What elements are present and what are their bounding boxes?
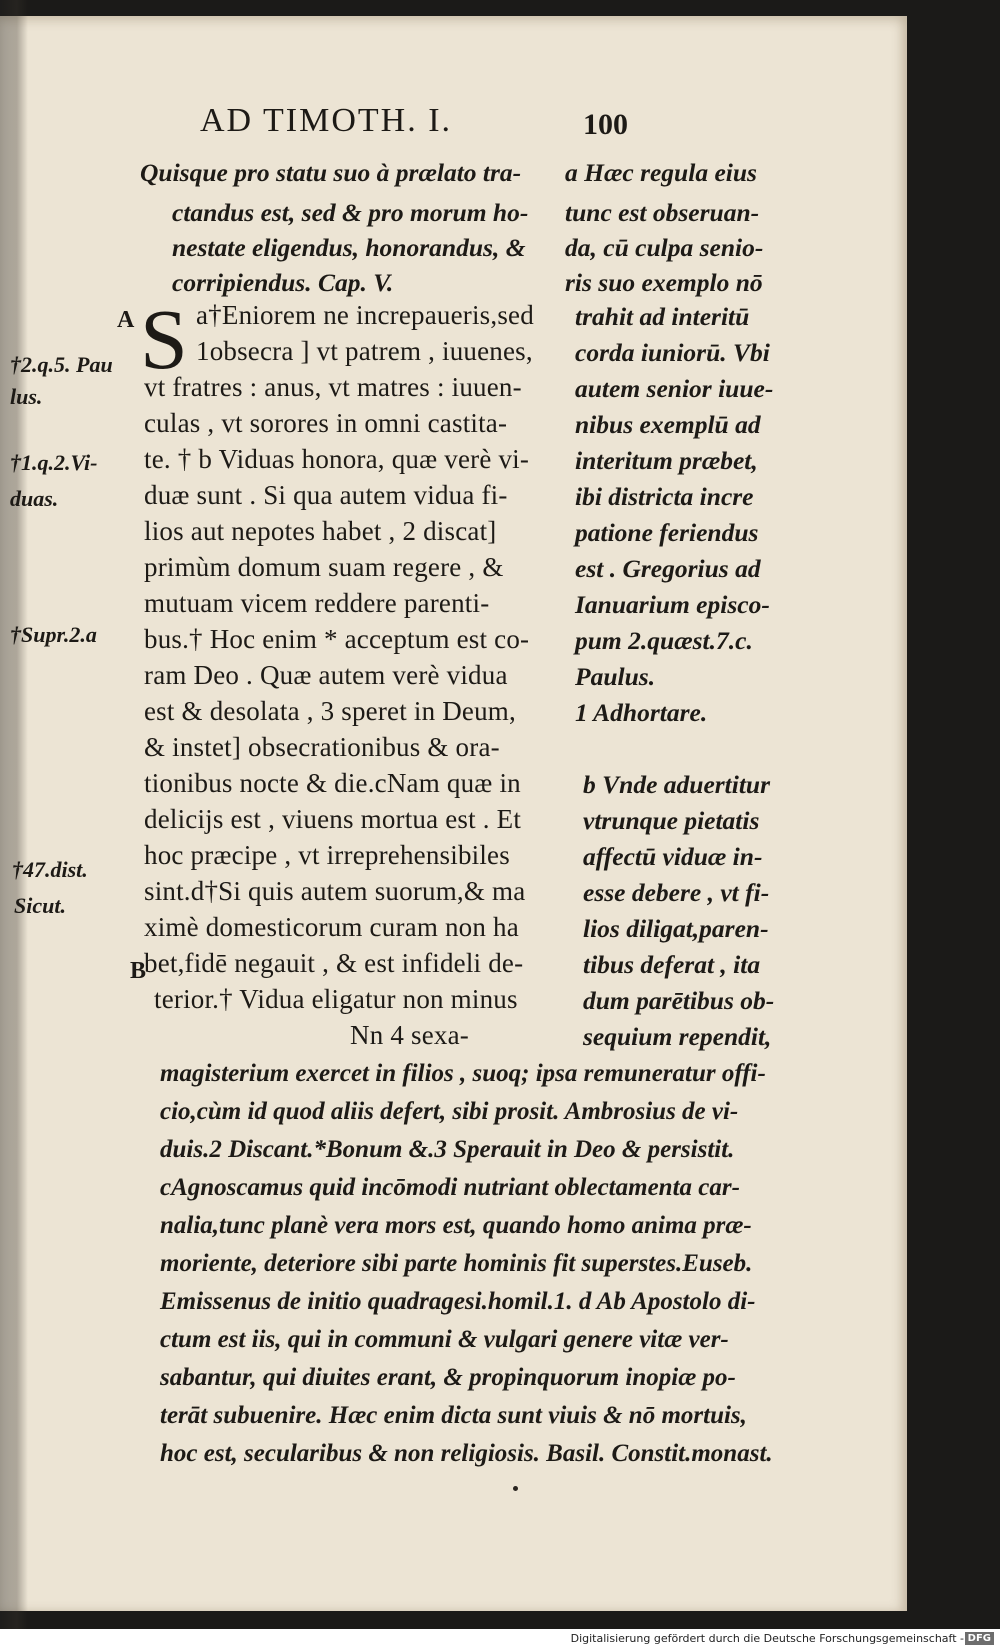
opening-line-3: nestate eligendus, honorandus, & — [172, 233, 526, 262]
opening-line-1: Quisque pro statu suo à prælato tra- — [140, 158, 522, 187]
footnote-line-3: duis.2 Discant.*Bonum &.3 Sperauit in Deo & persistit. — [160, 1136, 735, 1163]
funding-credit: Digitalisierung gefördert durch die Deutsche Forschungsgemeinschaft - — [570, 1632, 964, 1645]
main-line-9: mutuam vicem reddere parenti- — [144, 588, 490, 618]
gloss-line-9: interitum præbet, — [575, 446, 758, 475]
main-line-10: bus.† Hoc enim * acceptum est co- — [144, 624, 530, 654]
gloss-line-5: trahit ad interitū — [575, 302, 750, 331]
main-line-3: vt fratres : anus, vt matres : iuuen- — [144, 372, 522, 402]
margin-note-2-line-2: duas. — [10, 486, 59, 511]
footnote-line-4: cAgnoscamus quid incōmodi nutriant oblectamenta car- — [160, 1174, 740, 1201]
main-line-20: terior.† Vidua eligatur non minus — [154, 984, 518, 1014]
margin-note-3: †Supr.2.a — [10, 622, 97, 647]
footnote-line-8: ctum est iis, qui in communi & vulgari genere vitæ ver- — [160, 1326, 729, 1353]
main-line-17: sint.d†Si quis autem suorum,& ma — [144, 876, 526, 906]
gloss-line-25: sequium rependit, — [583, 1022, 772, 1051]
main-line-7: lios aut nepotes habet , 2 discat] — [144, 516, 497, 546]
main-line-4: culas , vt sorores in omni castita- — [144, 408, 508, 438]
gloss-line-6: corda iuniorū. Vbi — [575, 338, 770, 367]
main-line-6: duæ sunt . Si qua autem vidua fi- — [144, 480, 508, 510]
main-line-16: hoc præcipe , vt irreprehensibiles — [144, 840, 510, 870]
drop-cap: S — [140, 291, 188, 387]
chapter-heading: corripiendus. Cap. V. — [172, 268, 394, 297]
dfg-logo: DFG — [965, 1632, 994, 1645]
main-line-11: ram Deo . Quæ autem verè vidua — [144, 660, 508, 690]
gloss-line-10: ibi districta incre — [575, 482, 754, 511]
margin-note-4-line-1: †47.dist. — [12, 857, 88, 882]
gloss-line-12: est . Gregorius ad — [575, 554, 761, 583]
main-line-15: delicijs est , viuens mortua est . Et — [144, 804, 522, 834]
main-line-5: te. † b Viduas honora, quæ verè vi- — [144, 444, 530, 474]
gloss-line-2: tunc est obseruan- — [565, 198, 760, 227]
footnote-line-9: sabantur, qui diuites erant, & propinquorum inopiæ po- — [160, 1364, 736, 1391]
main-line-14: tionibus nocte & die.cNam quæ in — [144, 768, 521, 798]
gloss-line-8: nibus exemplū ad — [575, 410, 761, 439]
margin-letter-b: B — [130, 958, 147, 984]
gloss-line-15: Paulus. — [575, 662, 656, 691]
main-line-19: bet,fidē negauit , & est infideli de- — [144, 948, 524, 978]
running-header-title: AD TIMOTH. I. — [200, 102, 453, 139]
footnote-line-1: magisterium exercet in filios , suoq; ipsa remuneratur offi- — [160, 1060, 766, 1087]
gloss-line-4: ris suo exemplo nō — [565, 268, 763, 297]
gloss-line-1: a Hæc regula eius — [565, 158, 757, 187]
gloss-line-19: vtrunque pietatis — [583, 806, 760, 835]
main-line-12: est & desolata , 3 speret in Deum, — [144, 696, 516, 726]
gloss-line-14: pum 2.quæst.7.c. — [575, 626, 753, 655]
opening-line-2: ctandus est, sed & pro morum ho- — [172, 198, 529, 227]
gloss-line-22: lios diligat,paren- — [583, 914, 769, 943]
margin-letter-a: A — [117, 307, 135, 333]
gloss-line-7: autem senior iuue- — [575, 374, 774, 403]
gloss-line-23: tibus deferat , ita — [583, 950, 761, 979]
main-line-1: a†Eniorem ne increpaueris,sed — [196, 300, 534, 330]
gloss-line-13: Ianuarium episco- — [575, 590, 770, 619]
footnote-line-6: moriente, deteriore sibi parte hominis fit superstes.Euseb. — [160, 1250, 753, 1277]
page-ornament-dot — [513, 1486, 518, 1491]
main-line-8: primùm domum suam regere , & — [144, 552, 504, 582]
page-gutter-shadow — [0, 0, 28, 1649]
margin-note-1-line-1: †2.q.5. Pau — [10, 352, 113, 377]
footnote-line-2: cio,cùm id quod aliis defert, sibi prosit. Ambrosius de vi- — [160, 1098, 739, 1125]
signature-and-catchword: Nn 4 sexa- — [350, 1020, 469, 1050]
footnote-line-7: Emissenus de initio quadragesi.homil.1. d Ab Apostolo di- — [160, 1288, 756, 1315]
gloss-line-20: affectū viduæ in- — [583, 842, 763, 871]
margin-note-2-line-1: †1.q.2.Vi- — [10, 450, 98, 475]
footnote-line-11: hoc est, secularibus & non religiosis. Basil. Constit.monast. — [160, 1440, 773, 1467]
footnote-line-5: nalia,tunc planè vera mors est, quando homo anima præ- — [160, 1212, 752, 1239]
gloss-line-3: da, cū culpa senio- — [565, 233, 764, 262]
gloss-line-16: 1 Adhortare. — [575, 698, 708, 727]
gloss-line-11: patione feriendus — [575, 518, 759, 547]
page-number: 100 — [583, 108, 628, 141]
margin-note-1-line-2: lus. — [10, 384, 43, 409]
gloss-line-21: esse debere , vt fi- — [583, 878, 770, 907]
margin-note-4-line-2: Sicut. — [14, 893, 66, 918]
gloss-line-18: b Vnde aduertitur — [583, 770, 771, 799]
footnote-line-10: terāt subuenire. Hæc enim dicta sunt viuis & nō mortuis, — [160, 1402, 747, 1429]
main-line-13: & instet] obsecrationibus & ora- — [144, 732, 500, 762]
gloss-line-24: dum parētibus ob- — [583, 986, 775, 1015]
main-line-18: ximè domesticorum curam non ha — [144, 912, 519, 942]
main-line-2: 1obsecra ] vt patrem , iuuenes, — [196, 336, 533, 366]
